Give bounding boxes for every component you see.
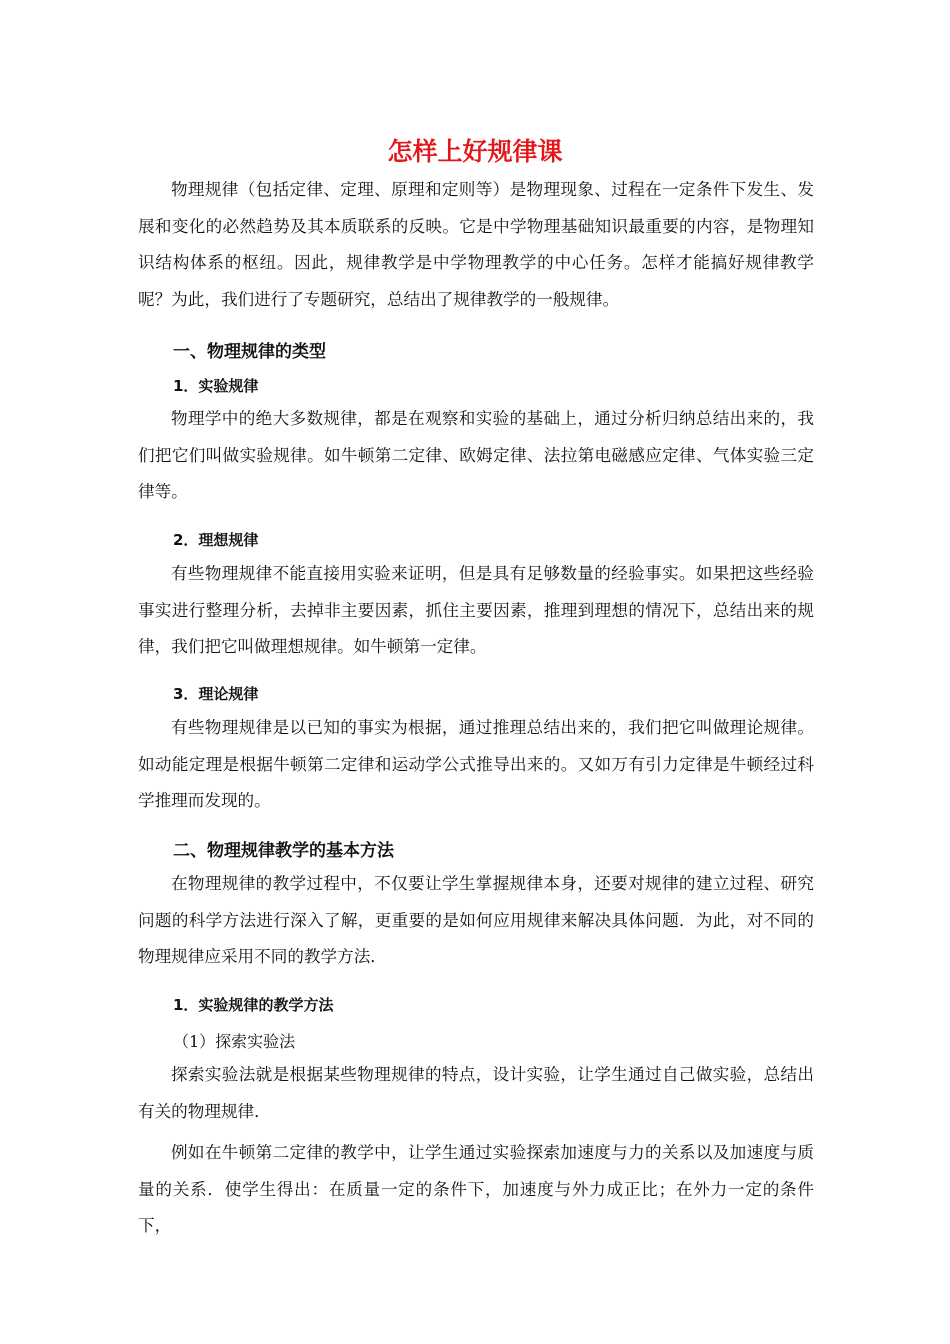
intro-paragraph: 物理规律（包括定律、定理、原理和定则等）是物理现象、过程在一定条件下发生、发展和变化的必然趋势及其本质联系的反映。它是中学物理基础知识最重要的内容，是物理知识结构体系的枢纽。因此，规律教学是中学物理教学的中心任务。怎样才能搞好规律教学呢？为此，我们进行了专题研究，总结出了规律教学的一般规律。	[138, 180, 814, 309]
section1-sub1-heading: 1．实验规律	[173, 377, 259, 395]
section1-sub1-text: 物理学中的绝大多数规律，都是在观察和实验的基础上，通过分析归纳总结出来的，我们把它们叫做实验规律。如牛顿第二定律、欧姆定律、法拉第电磁感应定律、气体实验三定律等。	[138, 409, 814, 501]
section2-text: 在物理规律的教学过程中，不仅要让学生掌握规律本身，还要对规律的建立过程、研究问题的科学方法进行深入了解，更重要的是如何应用规律来解决具体问题．为此，对不同的物理规律应采用不同的教学方法．	[138, 874, 814, 966]
section2-item1-heading: （1）探索实验法	[173, 1032, 296, 1051]
section1-sub3-heading: 3．理论规律	[173, 685, 259, 703]
section2-heading: 二、物理规律教学的基本方法	[173, 841, 394, 861]
section1-sub2-heading: 2．理想规律	[173, 531, 259, 549]
section1-sub3-text: 有些物理规律是以已知的事实为根据，通过推理总结出来的，我们把它叫做理论规律。如动能定理是根据牛顿第二定律和运动学公式推导出来的。又如万有引力定律是牛顿经过科学推理而发现的。	[138, 718, 814, 810]
section2-item1-text1: 探索实验法就是根据某些物理规律的特点，设计实验，让学生通过自己做实验，总结出有关的物理规律．	[138, 1065, 814, 1121]
section1-heading: 一、物理规律的类型	[173, 342, 326, 362]
section2-sub1-heading: 1．实验规律的教学方法	[173, 996, 334, 1014]
section1-sub2-text: 有些物理规律不能直接用实验来证明，但是具有足够数量的经验事实。如果把这些经验事实进行整理分析，去掉非主要因素，抓住主要因素，推理到理想的情况下，总结出来的规律，我们把它叫做理想规律。如牛顿第一定律。	[138, 564, 814, 656]
document-title: 怎样上好规律课	[387, 137, 563, 166]
section2-item1-text2: 例如在牛顿第二定律的教学中，让学生通过实验探索加速度与力的关系以及加速度与质量的关系．使学生得出：在质量一定的条件下，加速度与外力成正比；在外力一定的条件下，	[138, 1143, 814, 1235]
